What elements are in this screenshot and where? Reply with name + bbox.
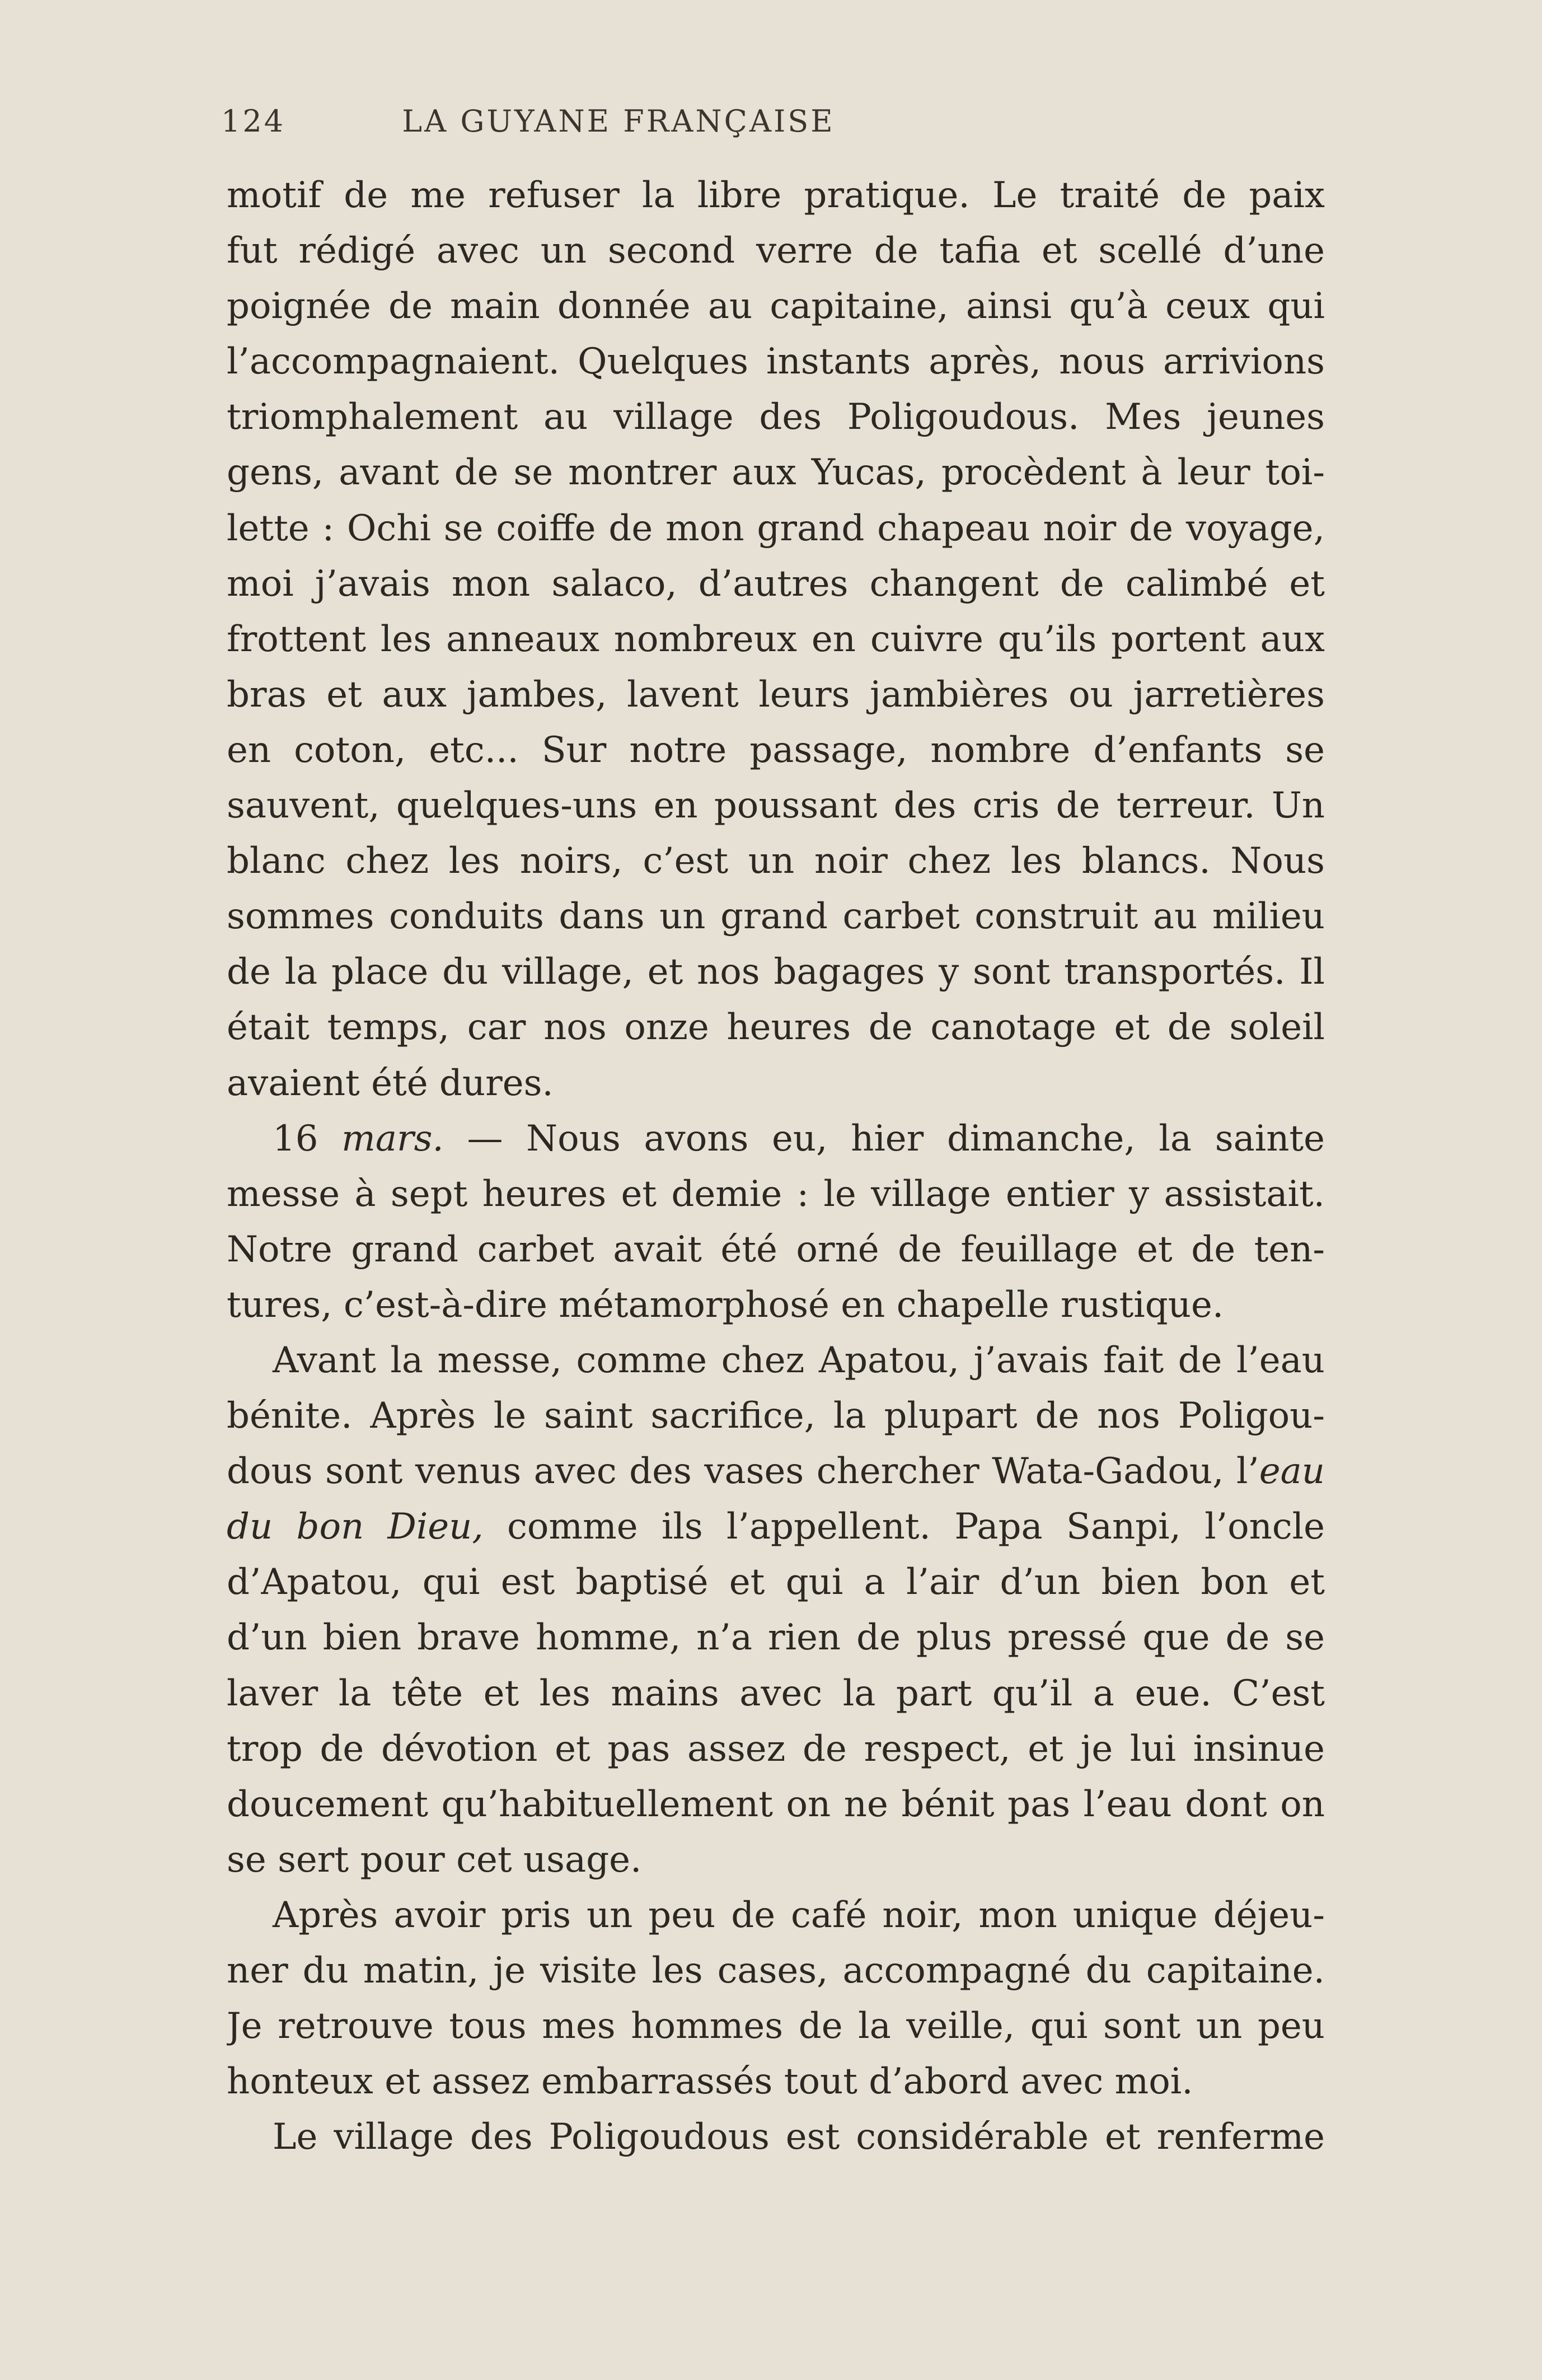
text-line: motif de me refuser la libre pratique. Le traité de paix: [227, 175, 1325, 216]
text-line: l’accompagnaient. Quelques instants après, nous arrivions: [227, 341, 1325, 383]
text-line: avaient été dures.: [227, 1062, 554, 1104]
running-title: LA GUYANE FRANÇAISE: [402, 104, 835, 139]
text-line: d’Apatou, qui est baptisé et qui a l’air d’un bien bon et: [227, 1561, 1325, 1603]
text-line: frottent les anneaux nombreux en cuivre qu’ils portent aux: [227, 618, 1325, 660]
text-line: Notre grand carbet avait été orné de feuillage et de ten-: [227, 1228, 1325, 1270]
text-line: gens, avant de se montrer aux Yucas, procèdent à leur toi-: [227, 452, 1325, 494]
text-line: Je retrouve tous mes hommes de la veille, qui sont un peu: [227, 2005, 1325, 2047]
text-line: Le village des Poligoudous est considérable et renferme: [273, 2116, 1325, 2158]
dated-entry-line: [227, 1111, 1325, 1167]
text-line: Avant la messe, comme chez Apatou, j’avais fait de l’eau: [273, 1339, 1325, 1381]
text-line: d’un bien brave homme, n’a rien de plus pressé que de se: [227, 1617, 1325, 1659]
text-line: messe à sept heures et demie : le village entier y assistait.: [227, 1173, 1325, 1215]
entry-text: — Nous avons eu, hier dimanche, la sainte: [467, 1117, 1325, 1159]
text-line-with-italic: [227, 1499, 1325, 1555]
text-line: était temps, car nos onze heures de canotage et de soleil: [227, 1007, 1325, 1049]
text-line: poignée de main donnée au capitaine, ainsi qu’à ceux qui: [227, 286, 1325, 328]
text-fragment: dous sont venus avec des vases chercher Wata-Gadou, l’: [227, 1451, 1259, 1493]
entry-date-month: mars.: [341, 1117, 444, 1159]
text-line: moi j’avais mon salaco, d’autres changent de calimbé et: [227, 563, 1325, 605]
text-line: bénite. Après le saint sacrifice, la plupart de nos Poligou-: [227, 1395, 1325, 1437]
text-line: laver la tête et les mains avec la part qu’il a eue. C’est: [227, 1672, 1325, 1714]
text-line: tures, c’est-à-dire métamorphosé en chapelle rustique.: [227, 1284, 1224, 1326]
italic-fragment: eau: [1259, 1451, 1325, 1493]
text-line: fut rédigé avec un second verre de tafia et scellé d’une: [227, 230, 1325, 272]
text-line: Après avoir pris un peu de café noir, mon unique déjeu-: [273, 1894, 1325, 1936]
text-line: trop de dévotion et pas assez de respect, et je lui insinue: [227, 1728, 1325, 1770]
text-line: blanc chez les noirs, c’est un noir chez les blancs. Nous: [227, 840, 1325, 882]
text-line: ner du matin, je visite les cases, accompagné du capitaine.: [227, 1950, 1325, 1991]
text-fragment: comme ils l’appellent. Papa Sanpi, l’oncle: [483, 1506, 1325, 1548]
text-line: doucement qu’habituellement on ne bénit pas l’eau dont on: [227, 1783, 1325, 1825]
body-text: [227, 168, 1325, 2165]
text-line: en coton, etc... Sur notre passage, nombre d’enfants se: [227, 729, 1325, 771]
italic-fragment: du bon Dieu,: [227, 1506, 484, 1548]
text-line: bras et aux jambes, lavent leurs jambières ou jarretières: [227, 674, 1325, 716]
text-line: sauvent, quelques-uns en poussant des cris de terreur. Un: [227, 785, 1325, 827]
text-line-with-italic: [227, 1444, 1325, 1499]
text-line: triomphalement au village des Poligoudous. Mes jeunes: [227, 396, 1325, 438]
running-head: [221, 104, 993, 148]
page-number: 124: [221, 104, 286, 139]
text-line: se sert pour cet usage.: [227, 1839, 642, 1881]
text-line: de la place du village, et nos bagages y sont transportés. Il: [227, 951, 1325, 993]
text-line: sommes conduits dans un grand carbet construit au milieu: [227, 896, 1325, 938]
text-line: lette : Ochi se coiffe de mon grand chapeau noir de voyage,: [227, 507, 1325, 549]
text-line: honteux et assez embarrassés tout d’abord avec moi.: [227, 2061, 1193, 2103]
entry-date-day: 16: [273, 1117, 318, 1159]
